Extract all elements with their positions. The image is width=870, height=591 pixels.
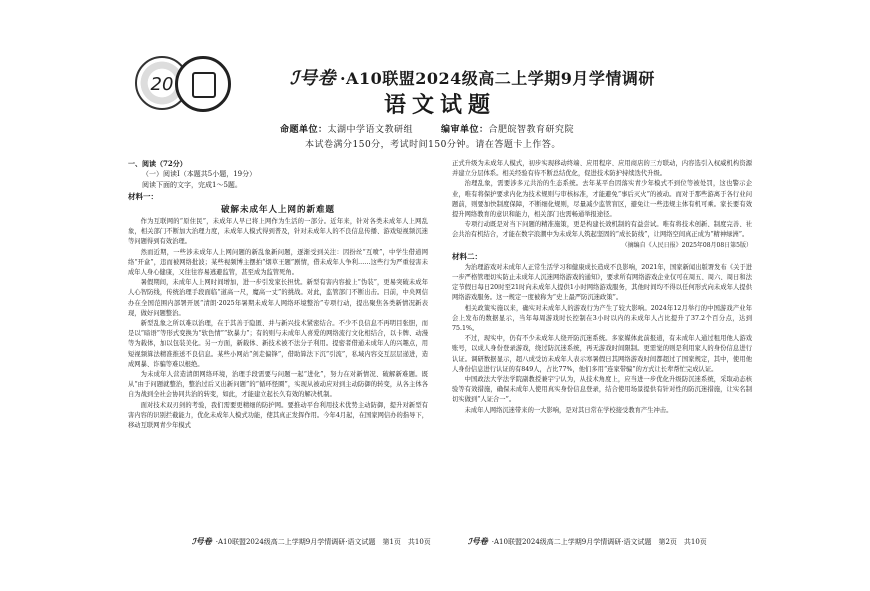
instruction: 阅读下面的文字，完成1～5题。 bbox=[142, 181, 242, 189]
footer-brand-mark: ℐ号卷 bbox=[192, 536, 212, 546]
paragraph: 不过，现实中，仍有不少未成年人绕开防沉迷系统。多家媒体此前报道，有未成年人通过租用他人游戏账号，以成人身份登录游戏，绕过防沉迷系统，再无游戏时间限制。更需觉的则是利用家人的身份信息进行认证。调研数据显示，超八成受访未成年人表示寒暑假日其网络游戏时间都超过了国家规定，其中，使用他人身份信息进行认证的有849人，占比77%，他们多用“连家带骗”的方式让长辈帮忙完成认证。 bbox=[452, 335, 752, 373]
paragraph: 面对技术双刃剑的考验，我们需要更精细的防护网。要推动平台利用技术优势主动防御，提升对新型有害内容的识别拦截能力，优化未成年人模式功能，使其真正发挥作用。今年4月起，在国家网信办的指导下，移动互联网青少年模式 bbox=[128, 401, 428, 430]
paragraph: 暑假期间，未成年人上网时间增加，进一步引发家长担忧。新型有害内容披上“伪装”，更易突破未成年人心智防线，传统治理手段面临“道高一尺，魔高一丈”的挑战。对此，监管部门不断出击。目前，中央网信办在全国范围内部署开展“清朗·2025年暑期未成年人网络环境整治”专项行动，提出聚焦各类新情况新表现，做好问题整治。 bbox=[128, 279, 428, 317]
left-column bbox=[128, 158, 428, 431]
footer-text: ·A10联盟2024级高二上学期9月学情调研·语文试题 第1页 共10页 bbox=[215, 538, 431, 546]
paragraph: 中国政法大学法学院副教授兼宇宁认为，从技术角度上，应当进一步优化升级防沉迷系统，采取动态核验等有效措施，确保未成年人使用真实身份信息登录，结合使用场景提供有针对性的防沉迷措施，让实名制切实做到“人证合一”。 bbox=[452, 376, 752, 404]
brand-title bbox=[290, 64, 655, 89]
footer-left bbox=[192, 536, 431, 547]
paragraph: 新型乱象之所以难以治理，在于其善于隐匿、并与新兴技术紧密结合。不少不良信息不再明目张胆，而是以“暗语”等形式变换为“软色情”“软暴力”；有的则与未成年人喜爱的网络流行文化相结合，以卡牌、动漫等为载体，加以包装美化。另一方面，新载体、新技术被不法分子利用。提密者借通未成年人的兴趣点，用短视频算法精准推送不良信息。某些小网站“剑走偏锋”，借助算法下沉“引流”，私域内容交互层层递进，造成网暴、诈骗等难以根绝。 bbox=[128, 320, 428, 368]
right-column bbox=[452, 159, 752, 416]
editor-label: 编审单位： bbox=[441, 125, 489, 135]
section-heading: 一、阅读（72分） bbox=[128, 159, 187, 168]
article-title: 破解未成年人上网的新难题 bbox=[220, 205, 335, 215]
footer-right bbox=[468, 536, 707, 547]
exam-note: 本试卷满分150分，考试时间150分钟。请在答题卡上作答。 bbox=[305, 140, 561, 150]
logo-inner-mark bbox=[192, 72, 216, 98]
source-citation: （摘编自《人民日报》2025年08月08日第5版） bbox=[621, 241, 752, 249]
footer-brand-mark: ℐ号卷 bbox=[468, 536, 488, 546]
brand-title-text: ·A10联盟2024级高二上学期9月学情调研 bbox=[339, 69, 655, 88]
material-label: 材料二： bbox=[452, 251, 482, 261]
paragraph: 作为互联网的“原住民”，未成年人早已将上网作为生活的一部分。近年来，针对各类未成年人上网乱象，相关部门不断加大治理力度，未成年人模式得到普及，针对未成年人的不良信息传播、游戏短视频沉迷等问题得到有效治理。 bbox=[128, 218, 428, 246]
paragraph: 未成年人网络沉迷带来的一大影响，是对其日常在学校接受教育产生冲击。 bbox=[464, 406, 673, 414]
exam-title: 语文试题 bbox=[384, 92, 497, 118]
subsection-heading: （一）阅读Ⅰ（本题共5小题，19分） bbox=[142, 170, 257, 178]
unit-line bbox=[280, 122, 574, 135]
seal-number: 20 bbox=[150, 74, 174, 95]
logo-group bbox=[135, 56, 235, 112]
paragraph: 为治理游戏对未成年人正常生活学习和健康成长造成不良影响，2021年，国家新闻出版署发布《关于进一步严格管理切实防止未成年人沉迷网络游戏的通知》，要求所有网络游戏企业仅可在周五、周六、周日和法定节假日每日20时至21时向未成年人提供1小时网络游戏服务，其他时间均不得以任何形式向未成年人提供网络游戏服务。这一规定一度被称为“史上最严防沉迷政策”。 bbox=[452, 263, 752, 302]
footer-text: ·A10联盟2024级高二上学期9月学情调研·语文试题 第2页 共10页 bbox=[491, 538, 707, 546]
proposer-label: 命题单位： bbox=[280, 125, 328, 135]
paragraph: 正式升级为未成年人模式，初步实现移动终端、应用程序、应用商店的三方联动，内容选引入权威机构资源并建立分层体系。相关经验有待不断总结优化，促进技术防护持续迭代升级。 bbox=[452, 160, 752, 178]
education-logo-icon bbox=[175, 56, 231, 112]
paragraph: 为未成年人营造清朗网络环境，治理手段需要与问题一起“进化”，努力在对新情况、破解新难题。既从“由于问题就整治，整治过后又出新问题”的“循环怪圈”，实现从被动应对到主动防御的转变，从各主体各自为战到全社会协同共治的转变，如此，才能建立起长久有效的解决机制。 bbox=[128, 371, 428, 399]
proposer: 太湖中学语文教研组 bbox=[327, 125, 414, 135]
editor: 合肥皖智教育研究院 bbox=[488, 125, 575, 135]
paragraph: 治理乱象，需要涉多元共治的生态系统。去年某平台因落实青少年模式不到位等被处罚，这也警示企业，唯有将保护要求内化为技术规则与审核标准，才能避免“事后灭火”的被动。而对于那些游离于各行业问题前，则要加快制度保障，不断细化规则，尽量减少监管盲区，避免让一些违规主体有机可乘。家长要有效提升网络教育的意识和能力，相关部门也需畅通举报途径。 bbox=[452, 180, 752, 219]
paragraph: 然而近期，一些涉未成年人上网问题的新乱象新问题，逐渐受到关注：因扮丝“互喷”，中学生借道网络“开盒”，违而被网络批波；某些视频博主摆拍“烟草王题”剧情，借未成年人争利……这些行为严重侵害未成年人身心健康，又往往容易逃避监管，甚至成为监管死角。 bbox=[128, 248, 428, 277]
material-label: 材料一： bbox=[128, 192, 158, 201]
brand-mark: ℐ号卷 bbox=[290, 68, 336, 89]
paragraph: 专项行动既是对当下问题的精准施策，更是构建长效机制的有益尝试。唯有将技术创新、制度完善、社会共治有机结合，才能在数字浪潮中为未成年人筑起坚固的“成长防线”，让网络空间真正成为“精神绿洲”。 bbox=[452, 221, 752, 239]
paragraph: 相关政策实施以来，确实对未成年人的游戏行为产生了较大影响。2024年12月举行的中国游戏产业年会上发布的数据显示，当年每周游戏时长控制在3小时以内的未成年人占比提升了37.2个百分点，达到75.1%。 bbox=[452, 304, 752, 333]
